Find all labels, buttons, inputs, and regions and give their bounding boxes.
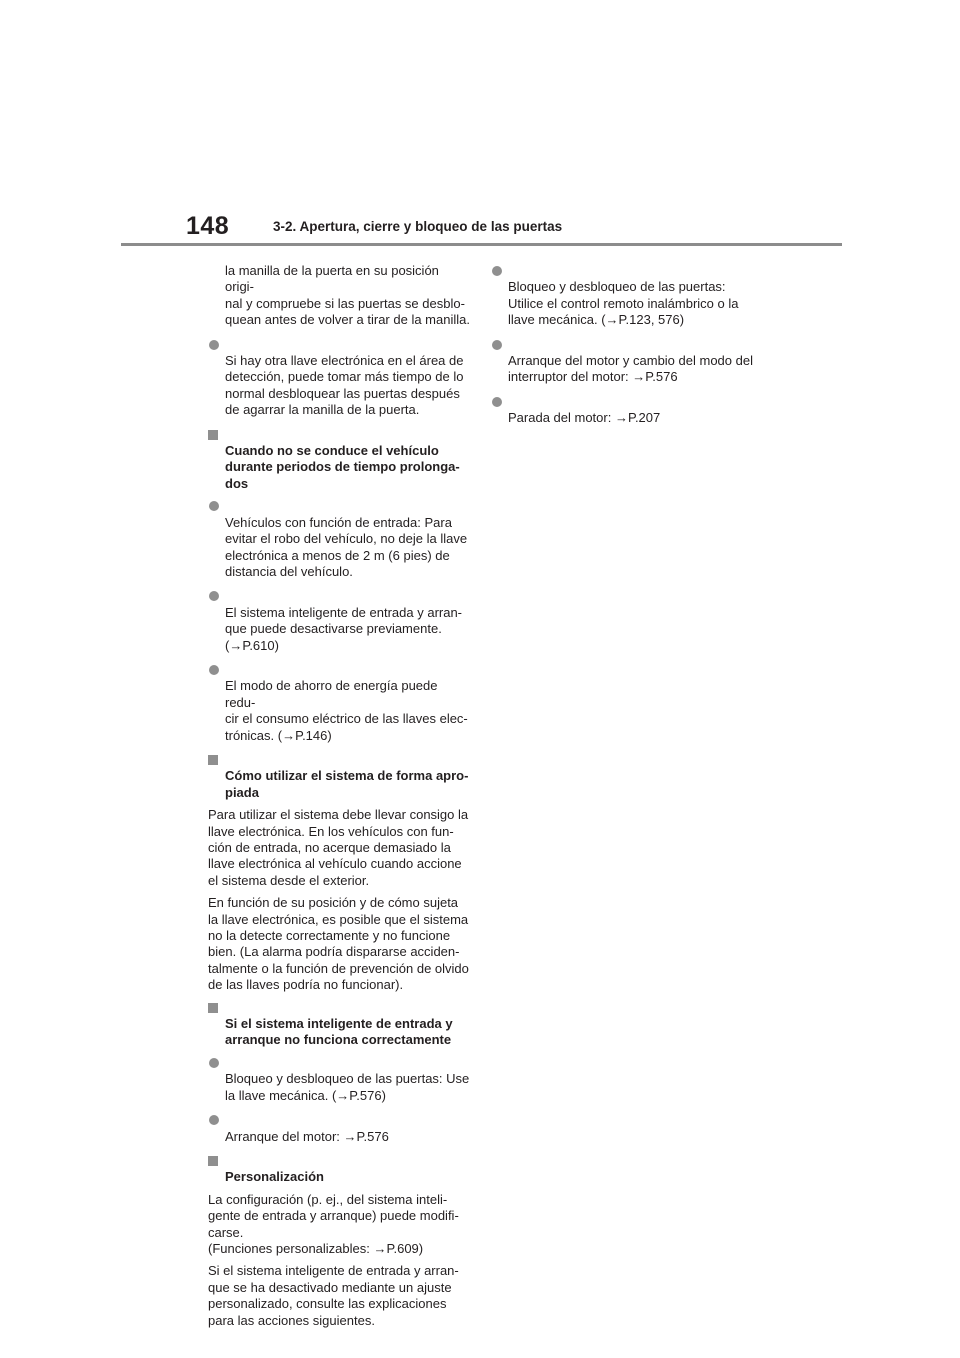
bullet-text: Bloqueo y desbloqueo de las puertas: Utilice el control remoto inalámbrico o la llave mecánica. (→P.123, 576) <box>508 279 739 328</box>
bullet-text: Arranque del motor y cambio del modo del interruptor del motor: →P.576 <box>508 353 753 385</box>
paragraph: La configuración (p. ej., del sistema inteli- gente de entrada y arranque) puede modifi- carse. (Funciones personalizables: →P.609) <box>208 1191 459 1256</box>
bullet-icon <box>209 340 219 350</box>
heading-text: Si el sistema inteligente de entrada y arranque no funciona correctamente <box>225 1016 453 1048</box>
bullet-text: Parada del motor: →P.207 <box>508 410 661 426</box>
continuation-text: la manilla de la puerta en su posición origi- nal y compruebe si las puertas se desblo- quean antes de volver a tirar de la manilla. <box>225 263 470 328</box>
left-column <box>208 263 470 1335</box>
bullet-icon <box>209 1115 219 1125</box>
section-heading <box>208 752 470 801</box>
paragraph: Para utilizar el sistema debe llevar consigo la llave electrónica. En los vehículos con fun- ción de entrada, no acerque demasiado la llave electrónica al vehículo cuando accione el sistema desde el exterior. <box>208 807 469 888</box>
bullet-item <box>491 337 753 386</box>
square-bullet-icon <box>208 430 218 440</box>
bullet-icon <box>492 397 502 407</box>
header-divider <box>121 243 842 246</box>
bullet-item <box>491 263 753 329</box>
bullet-item <box>208 662 470 744</box>
section-heading <box>208 427 470 493</box>
paragraph: Si el sistema inteligente de entrada y arran- que se ha desactivado mediante un ajuste personalizado, consulte las explicaciones para las acciones siguientes. <box>208 1263 459 1328</box>
bullet-icon <box>209 665 219 675</box>
square-bullet-icon <box>208 755 218 765</box>
bullet-icon <box>492 340 502 350</box>
bullet-item <box>208 337 470 419</box>
bullet-icon <box>492 266 502 276</box>
heading-text: Cuando no se conduce el vehículo durante periodos de tiempo prolonga- dos <box>225 443 460 491</box>
square-bullet-icon <box>208 1156 218 1166</box>
bullet-text: Arranque del motor: →P.576 <box>225 1128 389 1144</box>
bullet-text: El sistema inteligente de entrada y arran- que puede desactivarse previamente. (→P.610) <box>225 604 463 653</box>
bullet-icon <box>209 1058 219 1068</box>
bullet-text: El modo de ahorro de energía puede redu- cir el consumo eléctrico de las llaves elec- trónicas. (→P.146) <box>225 678 468 743</box>
bullet-item <box>491 394 753 427</box>
bullet-text: Bloqueo y desbloqueo de las puertas: Use la llave mecánica. (→P.576) <box>225 1071 470 1103</box>
bullet-item <box>208 588 470 654</box>
section-title: 3-2. Apertura, cierre y bloqueo de las puertas <box>273 219 563 234</box>
heading-text: Personalización <box>225 1169 324 1185</box>
bullet-text: Vehículos con función de entrada: Para evitar el robo del vehículo, no deje la llave electrónica a menos de 2 m (6 pies) de distancia del vehículo. <box>225 514 468 579</box>
bullet-text: Si hay otra llave electrónica en el área de detección, puede tomar más tiempo de lo normal desbloquear las puertas después de agarrar la manilla de la puerta. <box>225 353 464 418</box>
bullet-item <box>208 498 470 580</box>
section-heading <box>208 1153 470 1186</box>
right-column <box>491 263 753 435</box>
page-number: 148 <box>186 212 230 240</box>
section-heading <box>208 1000 470 1049</box>
bullet-icon <box>209 501 219 511</box>
bullet-item <box>208 1055 470 1104</box>
paragraph: En función de su posición y de cómo sujeta la llave electrónica, es posible que el sistema no la detecte correctamente y no funcione bien. (La alarma podría dispararse acciden- talmente o la función de prevención de olvido de las llaves podría no funcionar). <box>208 895 469 993</box>
bullet-item <box>208 1112 470 1145</box>
square-bullet-icon <box>208 1003 218 1013</box>
bullet-icon <box>209 591 219 601</box>
heading-text: Cómo utilizar el sistema de forma apro- piada <box>225 768 469 800</box>
